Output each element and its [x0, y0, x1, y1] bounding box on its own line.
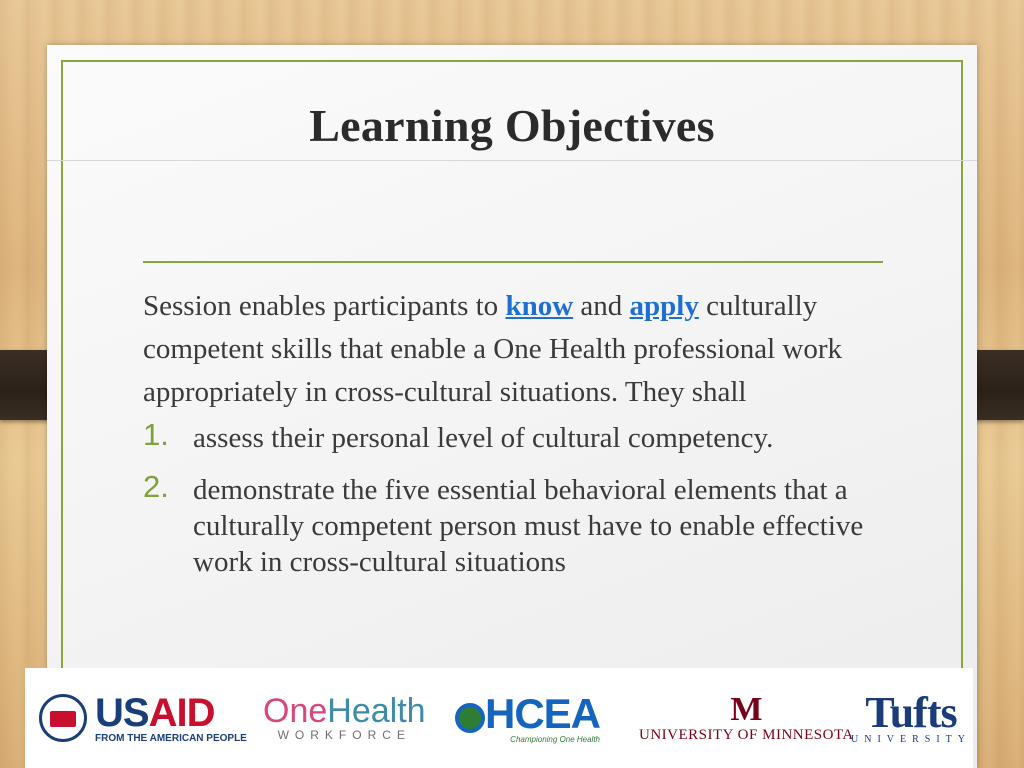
objective-text: demonstrate the five essential behavioral elements that a culturally competent person must have to enable effective work in cross-cultural situations	[193, 474, 864, 578]
slide-body	[143, 285, 903, 596]
usaid-logo	[39, 668, 247, 768]
slide-title: Learning Objectives	[309, 100, 715, 151]
intro-text-2: and	[573, 290, 630, 322]
intro-text-3: culturally competent skills that enable a One Health professional work appropriately in cross-cultural situations. They shall	[143, 290, 843, 408]
hcea-logo	[455, 668, 600, 768]
apply-link[interactable]: apply	[629, 290, 699, 322]
objective-text: assess their personal level of cultural competency.	[193, 422, 774, 454]
objectives-list	[143, 417, 903, 580]
one-health-health: Health	[327, 692, 426, 730]
title-divider	[47, 160, 977, 161]
objective-item	[143, 417, 903, 456]
objective-number: 2.	[143, 469, 169, 504]
one-health-sub: WORKFORCE	[277, 728, 411, 742]
one-health-logo	[263, 668, 426, 768]
umn-m-icon: M	[730, 690, 763, 728]
intro-paragraph	[143, 285, 903, 414]
tufts-sub: UNIVERSITY	[851, 733, 971, 745]
objective-item	[143, 469, 903, 580]
sponsor-logo-bar	[25, 668, 973, 768]
green-rule	[143, 261, 883, 263]
one-health-one: One	[263, 692, 328, 730]
intro-text-1: Session enables participants to	[143, 290, 506, 322]
usaid-aid: AID	[148, 690, 215, 735]
tufts-logo	[851, 668, 971, 768]
know-link[interactable]: know	[505, 290, 574, 322]
objective-number: 1.	[143, 417, 169, 452]
usaid-us: US	[95, 690, 149, 735]
umn-logo	[639, 668, 854, 768]
slide-paper	[47, 45, 977, 768]
hcea-tagline: Championing One Health	[510, 734, 601, 744]
tufts-name: Tufts	[865, 687, 957, 737]
usaid-tagline: FROM THE AMERICAN PEOPLE	[95, 732, 247, 744]
globe-icon	[455, 703, 485, 733]
usaid-seal-icon	[39, 694, 87, 742]
hcea-name: HCEA	[485, 689, 601, 737]
umn-name: UNIVERSITY OF MINNESOTA	[639, 726, 854, 743]
